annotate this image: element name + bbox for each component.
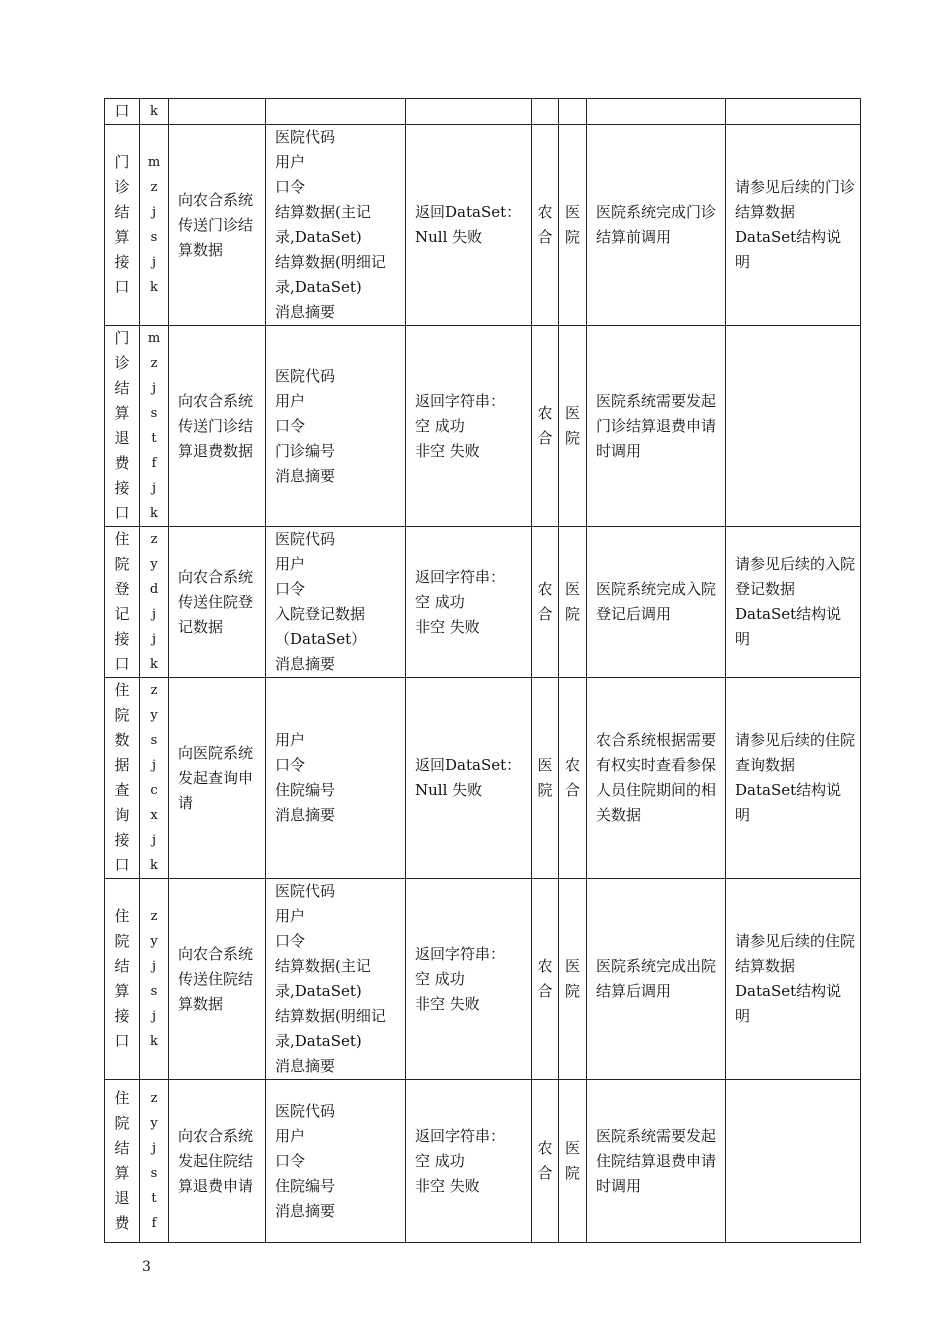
- callee-cell: [559, 879, 587, 1080]
- table-row: [105, 678, 861, 879]
- parameters-cell: [266, 678, 406, 879]
- interface-name-char: 结: [114, 203, 130, 221]
- interface-code-char: y: [150, 1116, 158, 1131]
- parameter-item: 消息摘要: [275, 1201, 336, 1220]
- caller-cell: [532, 326, 559, 527]
- interface-name-char: 算: [114, 404, 130, 422]
- return-value-cell: [406, 99, 532, 125]
- interface-name-char: 结: [114, 379, 130, 397]
- interface-name-char: 接: [114, 1007, 130, 1025]
- caller-cell: [532, 99, 559, 125]
- note-cell-text: 请参见后续的入院登记数据DataSet结构说明: [735, 555, 856, 648]
- parameter-item: 用户: [275, 907, 306, 925]
- interface-name-char: 费: [114, 1214, 130, 1232]
- callee-cell: [559, 527, 587, 678]
- parameters-cell: [266, 527, 406, 678]
- parameters-cell: [266, 326, 406, 527]
- parameter-item: 用户: [275, 391, 306, 410]
- return-line: 非空 失败: [415, 994, 480, 1013]
- interface-name-cell: [105, 125, 140, 326]
- page-number: 3: [142, 1259, 151, 1275]
- call-timing-cell: [587, 678, 726, 879]
- interface-name-cell: [105, 1080, 140, 1243]
- parameter-item: 住院编号: [275, 781, 336, 799]
- caller-cell-text: 农合: [537, 203, 553, 246]
- parameter-item: 用户: [275, 1126, 306, 1145]
- interface-code-char: z: [150, 356, 158, 371]
- interface-code-cell: [140, 1080, 169, 1243]
- call-timing-cell-text: 农合系统根据需要有权实时查看参保人员住院期间的相关数据: [596, 731, 717, 824]
- interface-code-char: j: [151, 1141, 157, 1156]
- interface-name-char: 院: [114, 555, 130, 573]
- interface-table: [104, 98, 861, 1243]
- interface-code-char: k: [150, 506, 158, 521]
- interface-code-cell: [140, 326, 169, 527]
- parameter-item: 住院编号: [275, 1176, 336, 1195]
- interface-code-char: j: [151, 833, 157, 848]
- interface-code-cell: [140, 99, 169, 125]
- note-cell: [726, 527, 861, 678]
- return-line: 返回DataSet：: [415, 203, 522, 221]
- interface-name-char: 接: [114, 479, 130, 497]
- parameter-item: 消息摘要: [275, 1057, 336, 1075]
- interface-name-char: 结: [114, 1139, 130, 1157]
- table-row: [105, 125, 861, 326]
- interface-name-char: 询: [114, 806, 130, 824]
- interface-name-char: 查: [114, 781, 130, 799]
- call-timing-cell-text: 医院系统完成门诊结算前调用: [596, 203, 717, 246]
- caller-cell-text: 农合: [537, 580, 553, 623]
- caller-cell: [532, 527, 559, 678]
- interface-table-body: [105, 99, 861, 1243]
- interface-name-char: 结: [114, 957, 130, 975]
- description-cell: [169, 879, 266, 1080]
- description-cell-text: 向医院系统发起查询申请: [178, 743, 254, 812]
- parameter-item: 消息摘要: [275, 303, 336, 321]
- callee-cell-text: 农合: [564, 756, 580, 799]
- interface-code-char: f: [151, 1216, 157, 1231]
- interface-name-char: 退: [114, 1189, 130, 1207]
- call-timing-cell: [587, 527, 726, 678]
- description-cell-text: 向农合系统传送门诊结算数据: [178, 190, 254, 259]
- parameter-item: 用户: [275, 153, 306, 171]
- parameter-item: 口令: [275, 580, 306, 598]
- return-line: 空 成功: [415, 416, 465, 435]
- description-cell-text: 向农合系统传送住院登记数据: [178, 567, 254, 636]
- interface-code-char: y: [150, 557, 158, 572]
- return-value-cell: [406, 1080, 532, 1243]
- interface-code-char: t: [151, 431, 157, 446]
- table-row: [105, 879, 861, 1080]
- description-cell: [169, 99, 266, 125]
- interface-name-cell: [105, 678, 140, 879]
- interface-code-char: k: [150, 858, 158, 873]
- call-timing-cell-text: 医院系统需要发起门诊结算退费申请时调用: [596, 391, 717, 460]
- interface-name-char: 诊: [114, 178, 130, 196]
- caller-cell: [532, 879, 559, 1080]
- return-line: 空 成功: [415, 592, 465, 611]
- interface-code-char: c: [150, 783, 158, 798]
- parameter-item: 口令: [275, 756, 306, 774]
- interface-code-char: z: [150, 1091, 158, 1106]
- return-value-cell: [406, 326, 532, 527]
- parameter-item: 结算数据(明细记录,DataSet): [275, 1007, 386, 1050]
- interface-code-char: x: [150, 808, 158, 823]
- interface-code-char: j: [151, 255, 157, 270]
- callee-cell-text: 医院: [564, 1139, 580, 1182]
- parameter-item: 消息摘要: [275, 655, 336, 673]
- caller-cell-text: 农合: [537, 1139, 553, 1182]
- interface-name-char: 口: [114, 278, 130, 296]
- parameter-item: 医院代码: [275, 128, 336, 146]
- note-cell-text: 请参见后续的住院查询数据DataSet结构说明: [735, 731, 856, 824]
- return-line: 非空 失败: [415, 441, 480, 460]
- interface-name-char: 口: [114, 655, 130, 673]
- interface-code-char: m: [147, 155, 161, 170]
- interface-name-char: 口: [114, 1032, 130, 1050]
- interface-code-char: z: [150, 683, 158, 698]
- interface-name-char: 退: [114, 429, 130, 447]
- interface-code-char: d: [149, 582, 159, 597]
- parameters-cell: [266, 99, 406, 125]
- table-row: [105, 1080, 861, 1243]
- callee-cell: [559, 99, 587, 125]
- return-line: Null 失败: [415, 781, 483, 799]
- table-row: [105, 527, 861, 678]
- interface-name-char: 住: [114, 681, 130, 699]
- return-value-cell: [406, 879, 532, 1080]
- parameter-item: 结算数据(主记录,DataSet): [275, 203, 371, 246]
- interface-code-char: j: [151, 607, 157, 622]
- description-cell: [169, 125, 266, 326]
- call-timing-cell-text: 医院系统完成入院登记后调用: [596, 580, 717, 623]
- return-line: 返回字符串：: [415, 567, 506, 586]
- parameter-item: 用户: [275, 731, 306, 749]
- table-row: [105, 326, 861, 527]
- return-line: Null 失败: [415, 228, 483, 246]
- interface-name-char: 住: [114, 530, 130, 548]
- description-cell-text: 向农合系统传送门诊结算退费数据: [178, 391, 254, 460]
- interface-name-char: 接: [114, 831, 130, 849]
- interface-code-char: j: [151, 1009, 157, 1024]
- parameter-item: 结算数据(主记录,DataSet): [275, 957, 371, 1000]
- interface-name-char: 据: [114, 756, 130, 774]
- return-line: 返回DataSet：: [415, 756, 522, 774]
- description-cell: [169, 678, 266, 879]
- interface-code-char: y: [150, 708, 158, 723]
- parameter-item: 口令: [275, 178, 306, 196]
- interface-code-char: s: [150, 733, 158, 748]
- callee-cell-text: 医院: [564, 404, 580, 447]
- caller-cell-text: 农合: [537, 404, 553, 447]
- parameter-item: 消息摘要: [275, 466, 336, 485]
- interface-name-char: 登: [114, 580, 130, 598]
- callee-cell: [559, 326, 587, 527]
- call-timing-cell: [587, 99, 726, 125]
- interface-code-char: k: [150, 1034, 158, 1049]
- interface-code-char: j: [151, 758, 157, 773]
- return-line: 非空 失败: [415, 617, 480, 636]
- interface-code-char: z: [150, 909, 158, 924]
- parameter-item: 医院代码: [275, 882, 336, 900]
- interface-name-char: 口: [114, 504, 130, 522]
- interface-name-char: 诊: [114, 354, 130, 372]
- call-timing-cell: [587, 1080, 726, 1243]
- interface-code-char: s: [150, 1166, 158, 1181]
- interface-code-cell: [140, 678, 169, 879]
- interface-code-char: k: [150, 657, 158, 672]
- note-cell: [726, 326, 861, 527]
- interface-name-char: 院: [114, 1114, 130, 1132]
- return-line: 非空 失败: [415, 1176, 480, 1195]
- interface-name-char: 费: [114, 454, 130, 472]
- callee-cell-text: 医院: [564, 957, 580, 1000]
- caller-cell-text: 农合: [537, 957, 553, 1000]
- call-timing-cell-text: 医院系统完成出院结算后调用: [596, 957, 717, 1000]
- callee-cell: [559, 678, 587, 879]
- return-value-cell: [406, 125, 532, 326]
- parameter-item: 消息摘要: [275, 806, 336, 824]
- interface-code-char: j: [151, 959, 157, 974]
- interface-code-cell: [140, 879, 169, 1080]
- caller-cell: [532, 678, 559, 879]
- interface-name-cell: [105, 99, 140, 125]
- note-cell-text: 请参见后续的住院结算数据DataSet结构说明: [735, 932, 856, 1025]
- call-timing-cell: [587, 326, 726, 527]
- parameters-cell: [266, 1080, 406, 1243]
- interface-code-char: j: [151, 205, 157, 220]
- return-line: 空 成功: [415, 1151, 465, 1170]
- note-cell: [726, 879, 861, 1080]
- caller-cell-text: 医院: [537, 756, 553, 799]
- table-row: [105, 99, 861, 125]
- parameter-item: 结算数据(明细记录,DataSet): [275, 253, 386, 296]
- parameter-item: 入院登记数据（DataSet）: [275, 605, 367, 648]
- parameter-item: 口令: [275, 416, 306, 435]
- interface-name-char: 门: [114, 153, 130, 171]
- interface-name-char: 口: [114, 102, 130, 120]
- parameters-cell: [266, 125, 406, 326]
- call-timing-cell: [587, 125, 726, 326]
- interface-name-char: 院: [114, 706, 130, 724]
- interface-name-char: 记: [114, 605, 130, 623]
- interface-code-char: s: [150, 984, 158, 999]
- interface-name-cell: [105, 326, 140, 527]
- interface-code-char: j: [151, 632, 157, 647]
- callee-cell: [559, 1080, 587, 1243]
- callee-cell: [559, 125, 587, 326]
- interface-code-char: f: [151, 456, 157, 471]
- interface-name-char: 住: [114, 907, 130, 925]
- note-cell: [726, 1080, 861, 1243]
- interface-code-char: j: [151, 481, 157, 496]
- interface-name-char: 院: [114, 932, 130, 950]
- parameter-item: 用户: [275, 555, 306, 573]
- caller-cell: [532, 125, 559, 326]
- return-line: 返回字符串：: [415, 1126, 506, 1145]
- interface-name-char: 算: [114, 228, 130, 246]
- return-line: 返回字符串：: [415, 391, 506, 410]
- interface-name-char: 数: [114, 731, 130, 749]
- return-value-cell: [406, 678, 532, 879]
- description-cell: [169, 1080, 266, 1243]
- parameters-cell: [266, 879, 406, 1080]
- parameter-item: 医院代码: [275, 366, 336, 385]
- description-cell-text: 向农合系统发起住院结算退费申请: [178, 1126, 254, 1195]
- caller-cell: [532, 1080, 559, 1243]
- note-cell-text: 请参见后续的门诊结算数据DataSet结构说明: [735, 178, 856, 271]
- return-line: 空 成功: [415, 969, 465, 988]
- description-cell: [169, 527, 266, 678]
- interface-name-cell: [105, 879, 140, 1080]
- note-cell: [726, 125, 861, 326]
- interface-name-char: 口: [114, 856, 130, 874]
- interface-name-char: 算: [114, 982, 130, 1000]
- interface-name-cell: [105, 527, 140, 678]
- description-cell-text: 向农合系统传送住院结算数据: [178, 944, 254, 1013]
- interface-code-char: k: [150, 280, 158, 295]
- description-cell: [169, 326, 266, 527]
- parameter-item: 口令: [275, 1151, 306, 1170]
- interface-code-char: j: [151, 381, 157, 396]
- parameter-item: 医院代码: [275, 530, 336, 548]
- interface-code-char: k: [150, 104, 158, 119]
- parameter-item: 医院代码: [275, 1101, 336, 1120]
- interface-code-char: s: [150, 406, 158, 421]
- parameter-item: 口令: [275, 932, 306, 950]
- interface-code-char: z: [150, 180, 158, 195]
- interface-code-char: m: [147, 331, 161, 346]
- callee-cell-text: 医院: [564, 203, 580, 246]
- interface-code-char: z: [150, 532, 158, 547]
- interface-name-char: 住: [114, 1089, 130, 1107]
- interface-code-cell: [140, 527, 169, 678]
- callee-cell-text: 医院: [564, 580, 580, 623]
- return-line: 返回字符串：: [415, 944, 506, 963]
- interface-code-cell: [140, 125, 169, 326]
- interface-code-char: y: [150, 934, 158, 949]
- call-timing-cell: [587, 879, 726, 1080]
- note-cell: [726, 678, 861, 879]
- note-cell: [726, 99, 861, 125]
- interface-name-char: 接: [114, 253, 130, 271]
- interface-name-char: 门: [114, 329, 130, 347]
- interface-name-char: 算: [114, 1164, 130, 1182]
- call-timing-cell-text: 医院系统需要发起住院结算退费申请时调用: [596, 1126, 717, 1195]
- interface-name-char: 接: [114, 630, 130, 648]
- parameter-item: 门诊编号: [275, 441, 336, 460]
- return-value-cell: [406, 527, 532, 678]
- interface-code-char: t: [151, 1191, 157, 1206]
- interface-code-char: s: [150, 230, 158, 245]
